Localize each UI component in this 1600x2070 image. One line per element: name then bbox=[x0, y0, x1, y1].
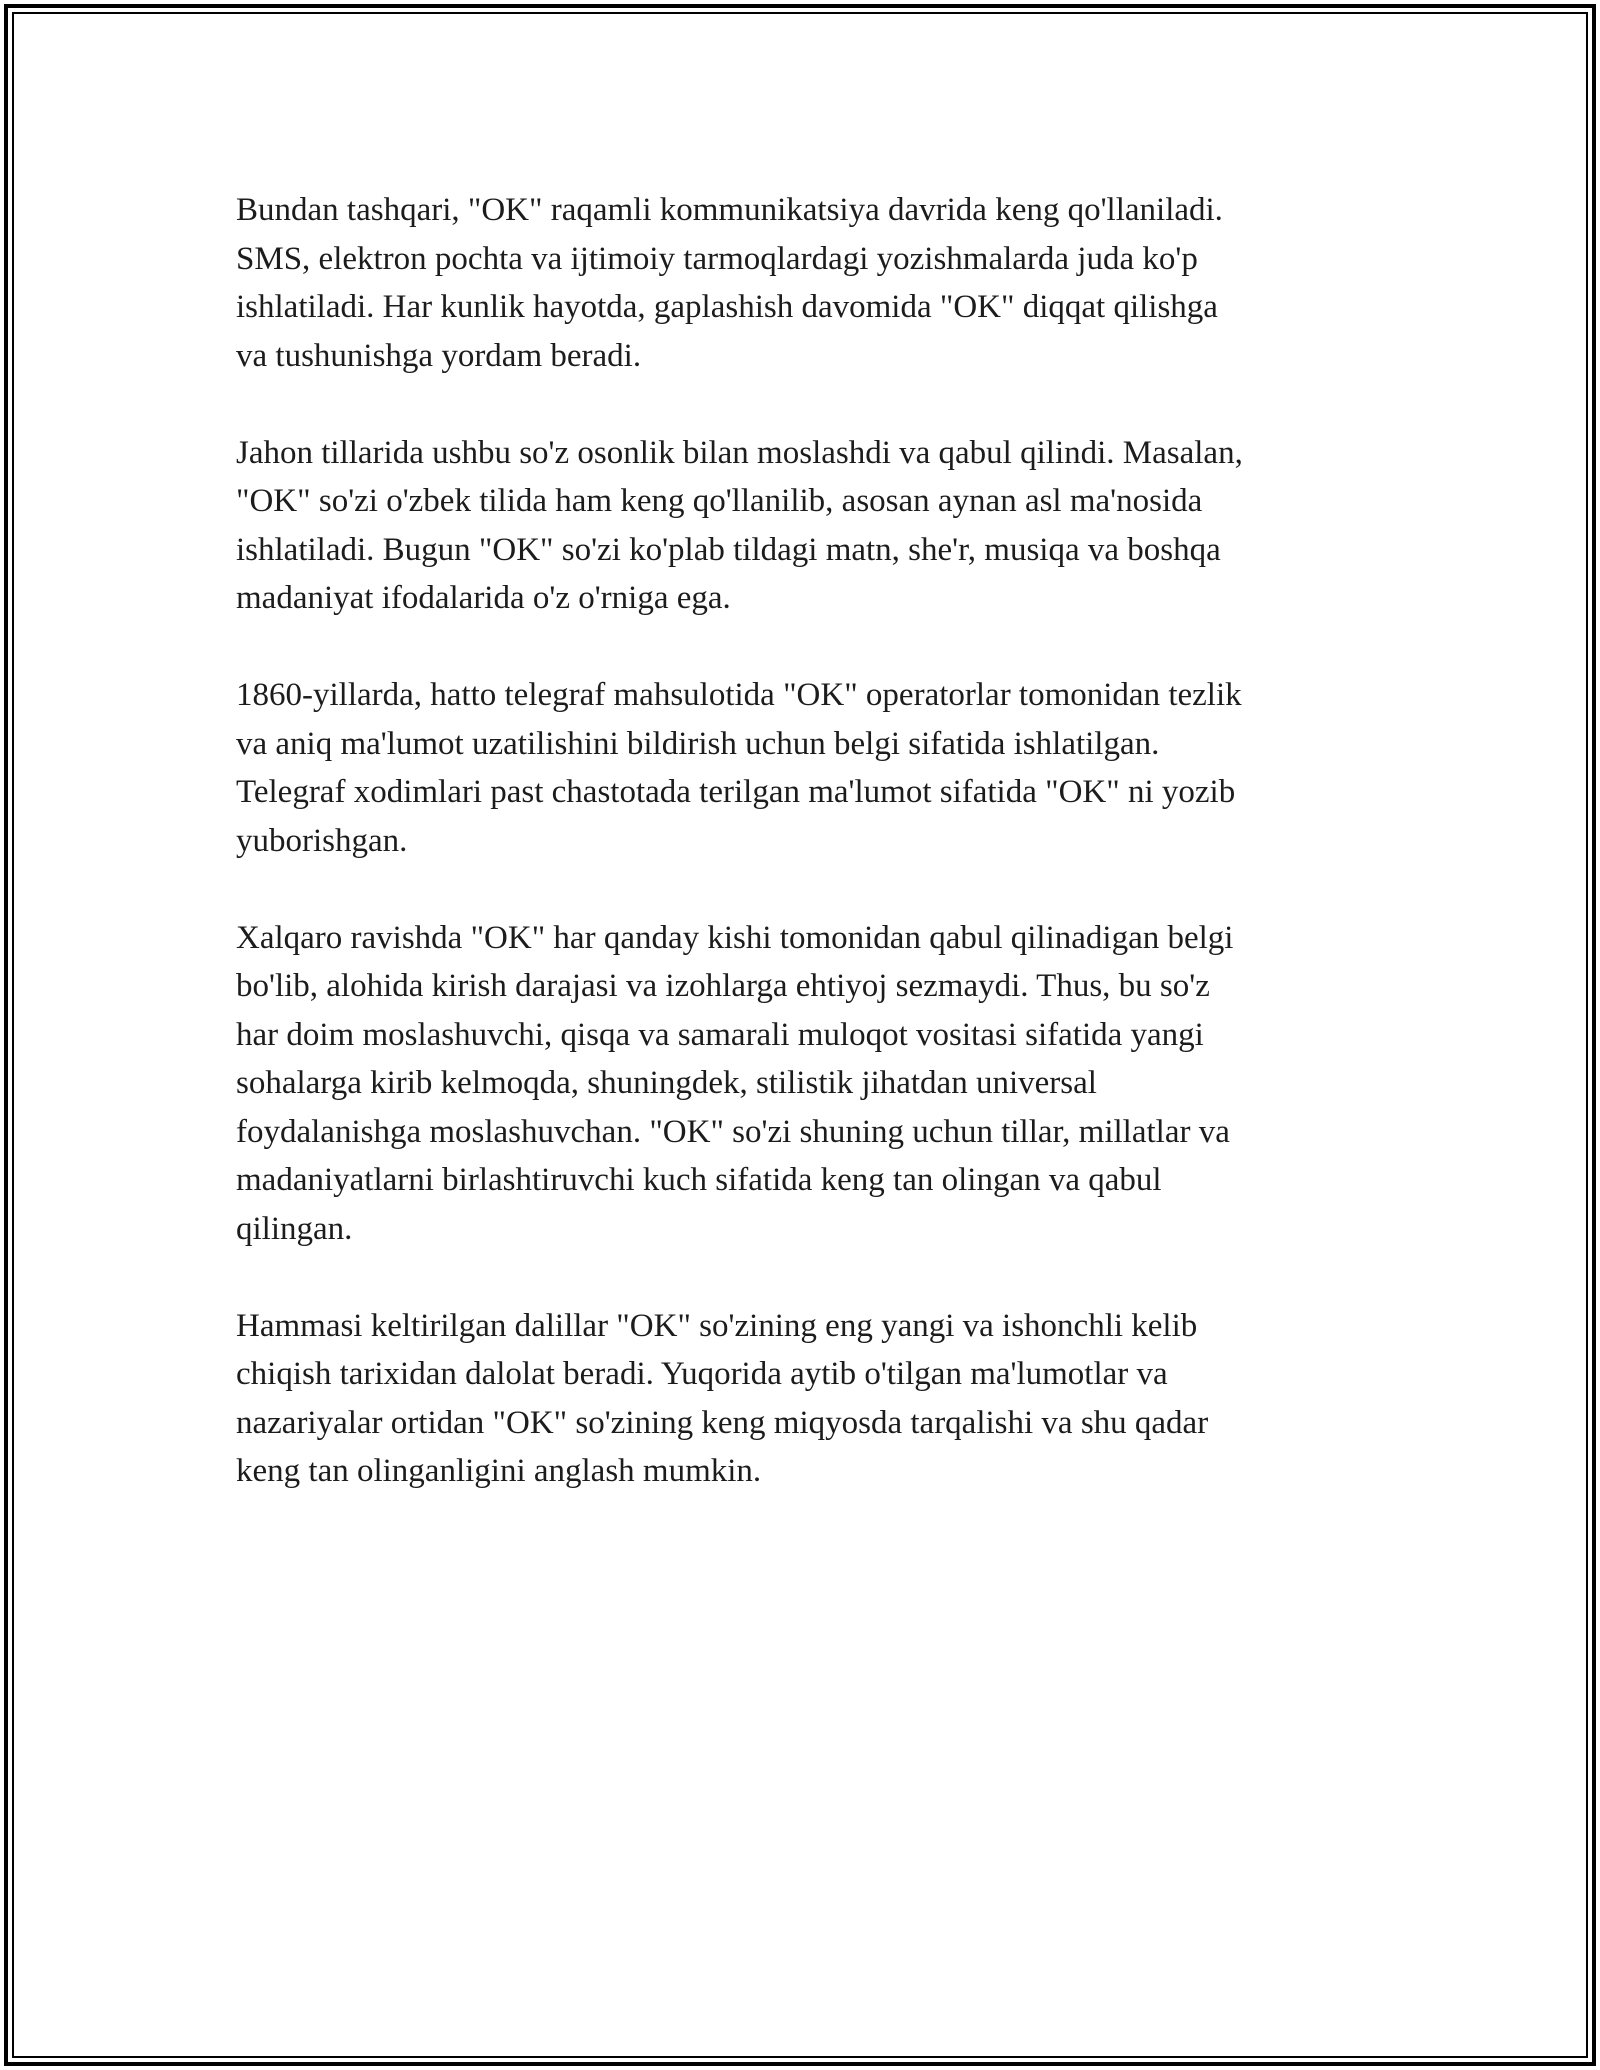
document-body bbox=[236, 186, 1366, 1496]
paragraph-2: Jahon tillarida ushbu so'z osonlik bilan moslashdi va qabul qilindi. Masalan, "OK" so'zi o'zbek tilida ham keng qo'llanilib, asosan aynan asl ma'nosida ishlatiladi. Bugun "OK" so'zi ko'plab tildagi matn, she'r, musiqa va boshqa madaniyat ifodalarida o'z o'rniga ega. bbox=[236, 434, 1243, 616]
paragraph-3: 1860-yillarda, hatto telegraf mahsulotida "OK" operatorlar tomonidan tezlik va aniq ma'lumot uzatilishini bildirish uchun belgi sifatida ishlatilgan. Telegraf xodimlari past chastotada terilgan ma'lumot sifatida "OK" ni yozib yuborishgan. bbox=[236, 677, 1242, 859]
paragraph-5: Hammasi keltirilgan dalillar "OK" so'zining eng yangi va ishonchli kelib chiqish tarixidan dalolat beradi. Yuqorida aytib o'tilgan ma'lumotlar va nazariyalar ortidan "OK" so'zining keng miqyosda tarqalishi va shu qadar keng tan olinganligini anglash mumkin. bbox=[236, 1307, 1209, 1489]
paragraph-4: Xalqaro ravishda "OK" har qanday kishi tomonidan qabul qilinadigan belgi bo'lib, alohida kirish darajasi va izohlarga ehtiyoj sezmaydi. Thus, bu so'z har doim moslashuvchi, qisqa va samarali muloqot vositasi sifatida yangi sohalarga kirib kelmoqda, shuningdek, stilistik jihatdan universal foydalanishga moslashuvchan. "OK" so'zi shuning uchun tillar, millatlar va madaniyatlarni birlashtiruvchi kuch sifatida keng tan olingan va qabul qilingan. bbox=[236, 919, 1234, 1247]
paragraph-1: Bundan tashqari, "OK" raqamli kommunikatsiya davrida keng qo'llaniladi. SMS, elektron pochta va ijtimoiy tarmoqlardagi yozishmalarda juda ko'p ishlatiladi. Har kunlik hayotda, gaplashish davomida "OK" diqqat qilishga va tushunishga yordam beradi. bbox=[236, 192, 1223, 374]
